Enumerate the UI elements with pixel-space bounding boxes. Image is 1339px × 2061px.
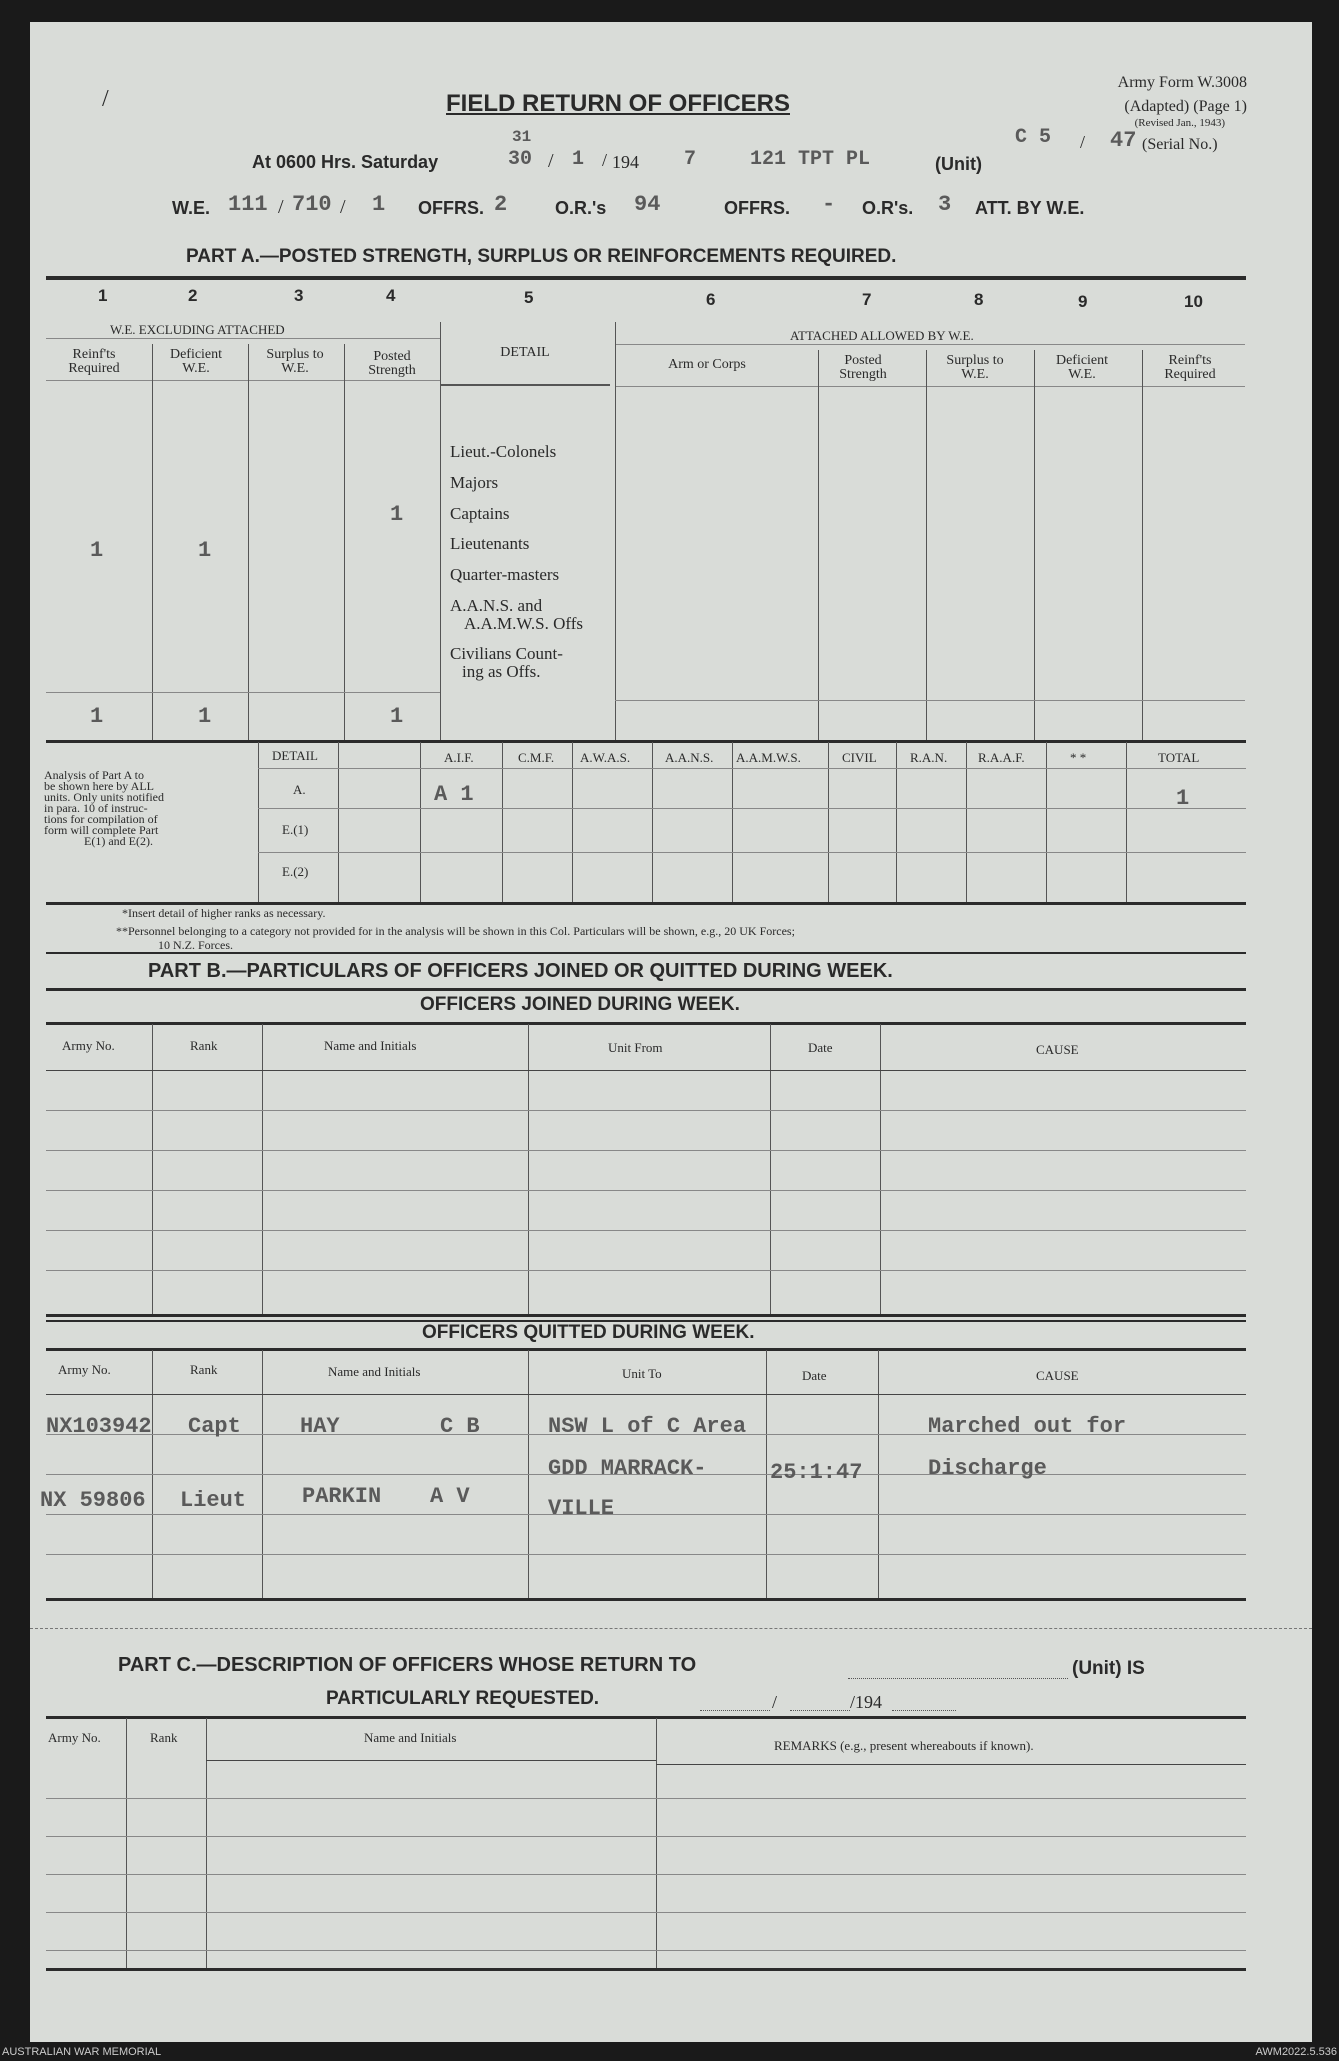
unit-value: 121 TPT PL xyxy=(750,148,871,171)
we-excluding-attached-header: W.E. EXCLUDING ATTACHED xyxy=(110,322,285,337)
quitted-cause-line2: Discharge xyxy=(928,1456,1047,1481)
captains-posted-strength: 1 xyxy=(390,502,404,527)
offrs-value: 2 xyxy=(494,192,508,217)
form-revised: (Revised Jan., 1943) xyxy=(1134,117,1225,129)
attached-allowed-header: ATTACHED ALLOWED BY W.E. xyxy=(790,328,974,343)
we-value-b: 710 xyxy=(292,192,332,217)
total-posted-strength: 1 xyxy=(390,704,404,729)
part-c-title-line2: PARTICULARLY REQUESTED. xyxy=(326,1688,600,1709)
form-title: FIELD RETURN OF OFFICERS xyxy=(446,90,790,117)
analysis-row-a: A. xyxy=(293,782,306,797)
part-c-date-month-blank[interactable] xyxy=(790,1694,850,1711)
ors2-value: 3 xyxy=(938,192,952,217)
ors-value: 94 xyxy=(634,192,661,217)
officers-quitted-title: OFFICERS QUITTED DURING WEEK. xyxy=(422,1322,755,1343)
part-a-title: PART A.—POSTED STRENGTH, SURPLUS OR REINFORCEMENTS REQUIRED. xyxy=(186,246,897,267)
offrs2-value: - xyxy=(822,192,836,217)
unit-label: (Unit) xyxy=(935,154,982,174)
col-surplus-to-we: Surplus to W.E. xyxy=(266,347,324,376)
footer-institution: AUSTRALIAN WAR MEMORIAL xyxy=(2,2046,162,2058)
total-deficient: 1 xyxy=(198,704,212,729)
att-by-we-label: ATT. BY W.E. xyxy=(975,198,1085,218)
analysis-total-value: 1 xyxy=(1176,786,1190,811)
at-hours-label: At 0600 Hrs. Saturday xyxy=(252,152,439,172)
serial-number: 47 xyxy=(1110,128,1137,153)
date-day-correction: 31 xyxy=(512,128,532,146)
analysis-aif-value: A 1 xyxy=(434,782,474,807)
date-year-suffix: 7 xyxy=(684,148,697,171)
analysis-row-e1: E.(1) xyxy=(282,822,309,837)
footnote-other-category: **Personnel belonging to a category not provided for in the analysis will be shown in this Col. Particulars will be shown, e.g., 20 UK Forces; xyxy=(116,924,795,938)
part-c-title-line1: PART C.—DESCRIPTION OF OFFICERS WHOSE RETURN TO xyxy=(118,1654,697,1676)
ors2-label: O.R's. xyxy=(862,198,914,218)
date-month: 1 xyxy=(572,148,585,171)
col-arm-or-corps: Arm or Corps xyxy=(668,357,746,372)
army-form-number: Army Form W.3008 xyxy=(1117,74,1247,91)
footer-accession-number: AWM2022.5.536 xyxy=(1255,2046,1337,2058)
part-b-title: PART B.—PARTICULARS OF OFFICERS JOINED OR QUITTED DURING WEEK. xyxy=(148,960,893,982)
quitted-unit-continued: VILLE xyxy=(548,1496,615,1521)
col-detail: DETAIL xyxy=(500,345,550,360)
analysis-note: Analysis of Part A to be shown here by ALL units. Only units notified in para. 10 of instruc- tions for compilation of form will complete Part E(1) and E(2). xyxy=(44,768,164,848)
quitted-cause-line1: Marched out for xyxy=(928,1414,1127,1439)
part-c-unit-blank[interactable] xyxy=(848,1660,1068,1679)
offrs2-label: OFFRS. xyxy=(724,198,790,218)
form-adapted: (Adapted) (Page 1) xyxy=(1124,98,1247,115)
footnote-higher-ranks: *Insert detail of higher ranks as necessary. xyxy=(122,906,326,920)
we-value-c: 1 xyxy=(372,192,386,217)
ors-label: O.R.'s xyxy=(555,198,607,218)
serial-label: (Serial No.) xyxy=(1142,136,1218,153)
total-reinf-required: 1 xyxy=(90,704,104,729)
lieutenants-deficient: 1 xyxy=(198,538,212,563)
analysis-row-e2: E.(2) xyxy=(282,864,309,879)
part-c-date-day-blank[interactable] xyxy=(700,1694,770,1711)
col-att-reinf: Reinf'ts Required xyxy=(1164,353,1216,382)
date-year-prefix: 194 xyxy=(612,152,639,172)
part-c-date-year: /194 xyxy=(850,1692,883,1712)
col-att-posted-strength: Posted Strength xyxy=(839,353,887,382)
col-posted-strength: Posted Strength xyxy=(368,349,416,378)
serial-value: C 5 xyxy=(1015,126,1052,149)
footnote-nz-forces: 10 N.Z. Forces. xyxy=(158,938,233,952)
col-att-surplus: Surplus to W.E. xyxy=(946,353,1004,382)
we-value-a: 111 xyxy=(228,192,268,217)
perforation-line xyxy=(30,1628,1312,1629)
pencil-mark: / xyxy=(102,86,109,112)
col-deficient-we: Deficient W.E. xyxy=(169,347,223,376)
we-label: W.E. xyxy=(172,198,211,218)
offrs-label: OFFRS. xyxy=(418,198,484,218)
col-att-deficient: Deficient W.E. xyxy=(1055,353,1109,382)
date-day: 30 xyxy=(508,148,533,171)
lieutenants-reinf-required: 1 xyxy=(90,538,104,563)
quitted-date: 25:1:47 xyxy=(770,1460,863,1485)
col-reinf-required: Reinf'ts Required xyxy=(68,347,120,376)
officers-joined-title: OFFICERS JOINED DURING WEEK. xyxy=(420,994,740,1015)
part-c-unit-label: (Unit) IS xyxy=(1072,1658,1145,1679)
